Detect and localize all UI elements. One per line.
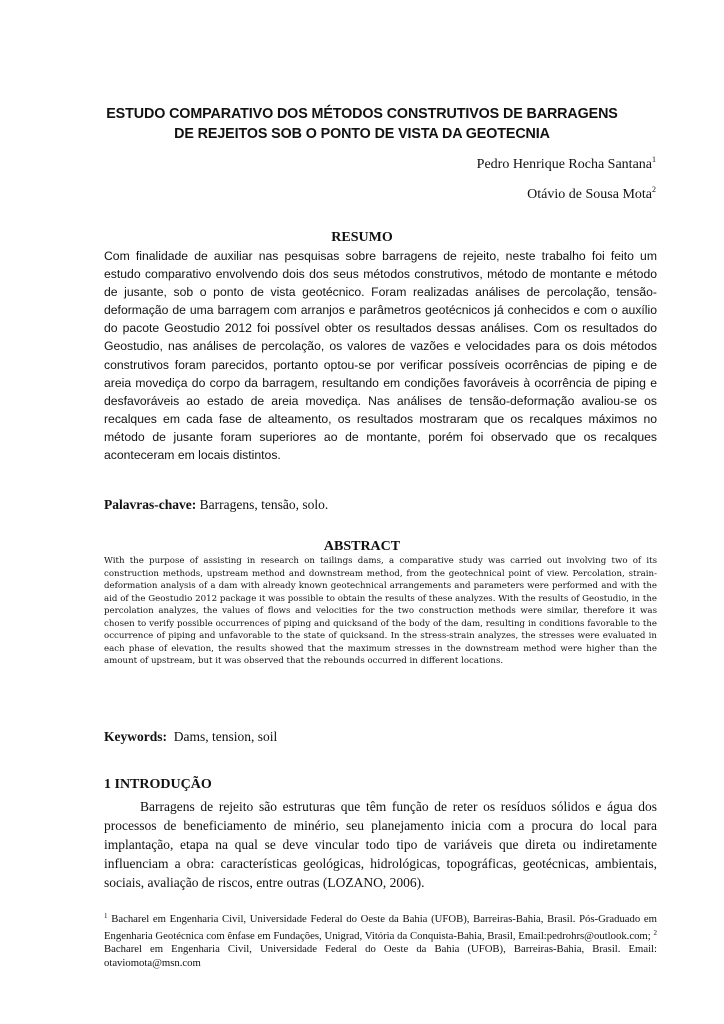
paper-title-line-2: DE REJEITOS SOB O PONTO DE VISTA DA GEOTECNIA <box>174 126 550 142</box>
abstract-heading: ABSTRACT <box>323 539 401 554</box>
intro-heading: 1 INTRODUÇÃO <box>104 777 212 792</box>
abstract-text: With the purpose of assisting in research on tailings dams, a comparative study was carried out involving two of its construction methods, upstream method and downstream method, from the geotechnical point of view. Percolation, strain-deformation analysis of a dam with already known geotechnical arrangements and parameters were performed and with the aid of the Geostudio 2012 package it was possible to obtain the results of these analyzes. With the results of Geostudio, in the percolation analyzes, the values of flows and velocities for the two construction methods were similar, therefore it was chosen to verify possible occurrences of piping and quicksand of the body of the dam, resulting in conditions favorable to the occurrence of piping and unfavorable to the state of quicksand. In the stress-strain analyzes, the stresses were evaluated in each phase of elevation, the results showed that the maximum stresses in the downstream method were higher than the amount of upstream, but it was observed that the rebounds occurred in different locations. <box>104 556 657 667</box>
author-2 <box>527 181 656 204</box>
intro-paragraph: Barragens de rejeito são estruturas que têm função de reter os resíduos sólidos e água dos processos de beneficiamento de minério, seu planejamento inicia com a procura do local para implantação, etapa na qual se deve vincular todo tipo de variáveis que direta ou indiretamente influenciam a obra: características geológicas, hidrológicas, topográficas, geotécnicas, ambientais, sociais, avaliação de riscos, entre outras (LOZANO, 2006). <box>104 799 657 890</box>
footnote-1-mark: 1 <box>104 912 108 920</box>
footnote-1-text: Bacharel em Engenharia Civil, Universidade Federal do Oeste da Bahia (UFOB), Barreiras-Bahia, Brasil. Pós-Graduado em Engenharia Geotécnica com ênfase em Fundações, Unigrad, Vitória da Conquista-Bahia, Brasil, Email:pedrohrs@outlook.com; <box>104 913 657 942</box>
keywords-values: Dams, tension, soil <box>173 729 278 744</box>
author-1 <box>477 151 656 174</box>
author-2-footnote-mark: 2 <box>652 185 656 194</box>
resumo-heading: RESUMO <box>331 230 393 245</box>
resumo-text: Com finalidade de auxiliar nas pesquisas sobre barragens de rejeito, neste trabalho foi feito um estudo comparativo envolvendo dois dos seus métodos construtivos, método de montante e método de jusante, sob o ponto de vista geotécnico. Foram realizadas análises de percolação, tensão-deformação de uma barragem com arranjos e parâmetros geotécnicos já conhecidos e com o auxílio do pacote Geostudio 2012 foi possível obter os resultados dessas análises. Com os resultados do Geostudio, nas análises de percolação, os valores de vazões e velocidades para os dois métodos construtivos foram parecidos, portanto optou-se por verificar possíveis ocorrências de piping e de areia movediça do corpo da barragem, resultando em condições favoráveis à ocorrência de piping e desfavoráveis ao estado de areia movediça. Nas análises de tensão-deformação avaliou-se os recalques em cada fase de alteamento, os resultados mostraram que os recalques máximos no método de jusante foram superiores ao de montante, porém foi observado que os recalques aconteceram em locais distintos. <box>104 249 657 463</box>
palavras-chave-label: Palavras-chave: <box>104 497 197 512</box>
author-1-footnote-mark: 1 <box>652 155 656 164</box>
footnotes <box>104 910 657 970</box>
paper-title <box>60 104 664 144</box>
paper-title-line-1: ESTUDO COMPARATIVO DOS MÉTODOS CONSTRUTIVOS DE BARRAGENS <box>106 106 618 122</box>
palavras-chave <box>104 496 328 514</box>
keywords <box>104 728 277 746</box>
author-2-name: Otávio de Sousa Mota <box>527 187 652 202</box>
palavras-chave-values: Barragens, tensão, solo. <box>199 497 329 512</box>
footnote-2-text: Bacharel em Engenharia Civil, Universidade Federal do Oeste da Bahia (UFOB), Barreiras-Bahia, Brasil. Email: otaviomota@msn.com <box>104 943 657 969</box>
keywords-label: Keywords: <box>104 729 167 744</box>
author-1-name: Pedro Henrique Rocha Santana <box>476 157 652 172</box>
footnote-2-mark: 2 <box>653 928 657 937</box>
